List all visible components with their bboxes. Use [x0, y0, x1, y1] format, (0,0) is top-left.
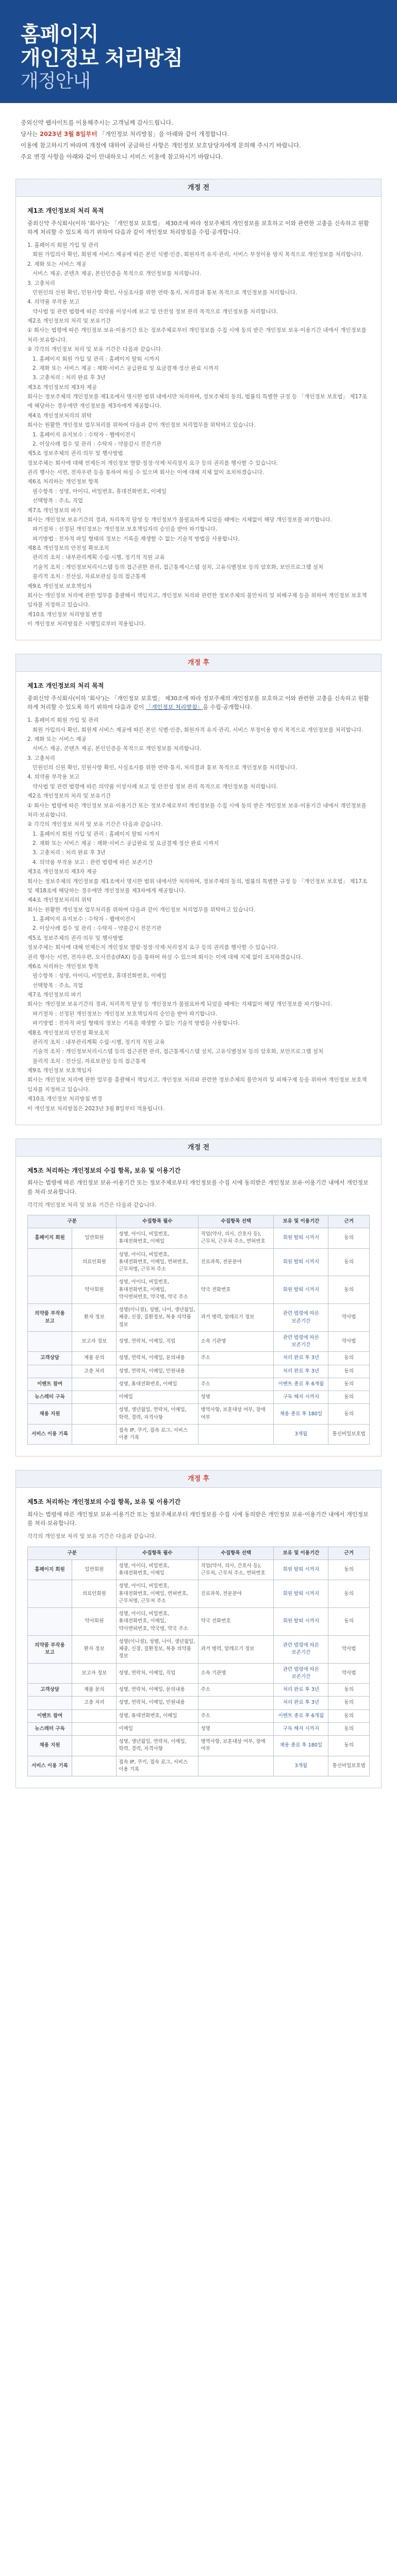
hero-banner [0, 0, 397, 103]
optional-items-cell: 과거 병력, 알레르기 정보 [198, 1635, 274, 1663]
article-paragraph [27, 694, 370, 711]
required-items-cell: 성명, 연락처, 이메일, 직업 [117, 1663, 198, 1684]
article-line: 필수항목 : 성명, 아이디, 비밀번호, 휴대전화번호, 이메일 [32, 488, 167, 495]
required-items-cell: 성명, 아이디, 비밀번호, 휴대전화번호, 이메일, 약사면허번호, 약국명, 약국 주소 [117, 1276, 198, 1304]
article-line: 파기방법 : 전자적 파일 형태의 정보는 기록을 재생할 수 없는 기술적 방법을 사용합니다. [32, 1020, 240, 1027]
table-row [28, 1365, 370, 1378]
table-row [28, 1709, 370, 1722]
article-line: 약사법 및 관련 법령에 따른 의약품 이상사례 보고 및 안전성 정보 관리 목적으로 개인정보를 처리합니다. [32, 308, 278, 315]
article-line: 제6조 처리하는 개인정보 항목 [27, 479, 99, 485]
required-items-cell: 성명, 연락처, 이메일, 문의내용 [117, 1352, 198, 1365]
article-line: 파기절차 : 선정된 개인정보는 개인정보 보호책임자의 승인을 받아 파기합니다. [32, 526, 218, 533]
article-line: 회원 가입의사 확인, 회원제 서비스 제공에 따른 본인 식별·인증, 회원자격 유지·관리, 서비스 부정이용 방지 목적으로 개인정보를 처리합니다. [32, 251, 363, 258]
row-group-cell: 고객상담 [28, 1684, 72, 1697]
effective-date-highlight: 2023년 3월 8일부터 [39, 130, 97, 138]
optional-items-cell: 진료과목, 전문분야 [198, 1248, 274, 1276]
retention-table [27, 1215, 370, 1445]
article-line: 회사는 원활한 개인정보 업무처리를 위하여 다음과 같이 개인정보 처리업무를 위탁하고 있습니다. [27, 422, 256, 429]
row-subgroup-cell: 고충 처리 [72, 1697, 117, 1709]
row-group-cell: 홈페이지 회원 [28, 1228, 72, 1249]
optional-items-cell: 성명 [198, 1722, 274, 1735]
article-line: 제2조 개인정보의 처리 및 보유기간 [27, 793, 111, 800]
row-subgroup-cell: 일반회원 [72, 1228, 117, 1249]
row-group-cell: 고객상담 [28, 1352, 72, 1365]
article-line: 회사는 개인정보 보유기간의 경과, 처리목적 달성 등 개인정보가 불필요하게 되었을 때에는 지체없이 해당 개인정보를 파기합니다. [27, 1001, 332, 1008]
table-header-row [28, 1547, 370, 1560]
row-group-cell: 뉴스레터 구독 [28, 1722, 72, 1735]
optional-items-cell: 약국 전화번호 [198, 1276, 274, 1304]
legal-basis-cell: 통신비밀보호법 [328, 1424, 370, 1445]
optional-items-cell: 약국 전화번호 [198, 1608, 274, 1636]
article-line: 1. 홈페이지 유지보수 : 수탁자 - 웹에이전시 [32, 916, 136, 922]
table-header-cell: 수집항목 선택 [198, 1547, 274, 1560]
row-group-cell: 의약품 부작용 보고 [28, 1304, 72, 1332]
article-line: 1. 홈페이지 회원 가입 및 관리 : 홈페이지 탈퇴 시까지 [32, 355, 160, 362]
required-items-cell: 성명, 아이디, 비밀번호, 휴대전화번호, 이메일, 약사면허번호, 약국명, 약국 주소 [117, 1608, 198, 1636]
policy-card-before [15, 179, 382, 640]
row-group-cell: 홈페이지 회원 [28, 1560, 72, 1580]
article-line: 물리적 조치 : 전산실, 자료보관실 등의 접근통제 [32, 573, 146, 580]
optional-items-cell: 병역사항, 보훈대상 여부, 장애 여부 [198, 1404, 274, 1425]
row-group-cell [28, 1608, 72, 1636]
retention-period-cell: 채용 종료 후 180일 [274, 1404, 328, 1425]
row-subgroup-cell: 제품 문의 [72, 1684, 117, 1697]
retention-table [27, 1547, 370, 1777]
intro-line: 주요 변경 사항을 아래와 같이 안내하오니 서비스 이용에 참고하시기 바랍니다. [21, 152, 223, 160]
retention-period-cell: 관련 법령에 따른 보존기간 [274, 1304, 328, 1332]
article-line: 제3조 개인정보의 제3자 제공 [27, 869, 97, 875]
intro-text-part: 당사는 [21, 130, 40, 138]
paragraph-text: 회사는 법령에 따른 개인정보 보유·이용기간 또는 정보주체로부터 개인정보를 수집 시에 동의받은 개인정보 보유·이용기간 내에서 개인정보를 처리·보유합니다. [27, 1511, 369, 1527]
article-line: 기술적 조치 : 개인정보처리시스템 등의 접근권한 관리, 접근통제시스템 설치, 고유식별정보 등의 암호화, 보안프로그램 설치 [32, 564, 324, 570]
row-group-cell: 채용 지원 [28, 1736, 72, 1756]
optional-items-cell [198, 1365, 274, 1378]
retention-period-cell: 처리 완료 후 3년 [274, 1352, 328, 1365]
optional-items-cell: 성명 [198, 1391, 274, 1404]
table-header-cell: 보유 및 이용기간 [274, 1547, 328, 1560]
optional-items-cell: 주소 [198, 1352, 274, 1365]
article-line: 민원인의 신원 확인, 민원사항 확인, 사실조사를 위한 연락·통지, 처리결과 통보 목적으로 개인정보를 처리합니다. [32, 765, 297, 771]
legal-basis-cell: 동의 [328, 1722, 370, 1735]
required-items-cell: 성명, 생년월일, 연락처, 이메일, 학력, 경력, 자격사항 [117, 1736, 198, 1756]
article-line: 민원인의 신원 확인, 민원사항 확인, 사실조사를 위한 연락·통지, 처리결과 통보 목적으로 개인정보를 처리합니다. [32, 289, 297, 296]
required-items-cell: 성명, 연락처, 이메일, 문의내용 [117, 1684, 198, 1697]
row-group-cell: 서비스 이용 기록 [28, 1424, 72, 1445]
article-line: ② 각각의 개인정보 처리 및 보유 기간은 다음과 같습니다. [27, 821, 163, 828]
retention-period-cell: 회원 탈퇴 시까지 [274, 1580, 328, 1608]
row-group-cell: 채용 지원 [28, 1404, 72, 1425]
article-line: 4. 의약품 부작용 보고 [27, 299, 80, 306]
table-row [28, 1331, 370, 1352]
row-group-cell: 의약품 부작용 보고 [28, 1635, 72, 1663]
row-subgroup-cell [72, 1424, 117, 1445]
article-line: 제6조 처리하는 개인정보 항목 [27, 963, 99, 970]
row-group-cell: 서비스 이용 기록 [28, 1756, 72, 1776]
table-row [28, 1378, 370, 1391]
required-items-cell: 이메일 [117, 1722, 198, 1735]
legal-basis-cell: 통신비밀보호법 [328, 1756, 370, 1776]
required-items-cell: 성명, 연락처, 이메일, 민원내용 [117, 1365, 198, 1378]
article-line: 제4조 개인정보처리의 위탁 [27, 412, 92, 419]
retention-period-cell: 회원 탈퇴 시까지 [274, 1560, 328, 1580]
legal-basis-cell: 동의 [328, 1352, 370, 1365]
article-line: 3. 고충처리 : 처리 완료 후 3년 [32, 850, 106, 856]
card-header [16, 179, 381, 197]
row-subgroup-cell: 일반회원 [72, 1560, 117, 1580]
article-line: 파기방법 : 전자적 파일 형태의 정보는 기록을 재생할 수 없는 기술적 방법을 사용합니다. [32, 535, 240, 542]
required-items-cell: 성명, 휴대전화번호, 이메일 [117, 1378, 198, 1391]
article-title: 제1조 개인정보의 처리 목적 [27, 207, 104, 215]
table-row [28, 1756, 370, 1776]
row-subgroup-cell: 고충 처리 [72, 1365, 117, 1378]
article-line: ① 회사는 법령에 따른 개인정보 보유·이용기간 또는 정보주체로부터 개인정보를 수집 시에 동의 받은 개인정보 보유·이용기간 내에서 개인정보를 처리·보유합니다. [27, 802, 367, 818]
card-header [16, 654, 381, 672]
optional-items-cell: 주소 [198, 1378, 274, 1391]
paragraph-text: 중외신약 주식회사(이하 '회사')는 「개인정보 보호법」 제30조에 따라 정보주체의 개인정보를 보호하고 이와 관련한 고충을 신속하고 원활하게 처리할 수 있도록 하기 위하여 다음과 같이 개인정보 처리방침을 수립·공개합니다. [27, 219, 369, 236]
retention-period-cell: 구독 해지 시까지 [274, 1391, 328, 1404]
table-row [28, 1560, 370, 1580]
article-title: 제1조 개인정보의 처리 목적 [27, 682, 104, 690]
article-title: 제5조 처리하는 개인정보의 수집 항목, 보유 및 이용기간 [27, 1166, 181, 1174]
table-row [28, 1722, 370, 1735]
article-line: 2. 이상사례 접수 및 관리 : 수탁자 - 약물감시 전문기관 [32, 440, 162, 447]
row-group-cell: 이벤트 참여 [28, 1378, 72, 1391]
card-header-label: 개정 전 [187, 184, 210, 192]
legal-basis-cell: 동의 [328, 1608, 370, 1636]
row-subgroup-cell [72, 1391, 117, 1404]
article-line: 필수항목 : 성명, 아이디, 비밀번호, 휴대전화번호, 이메일 [32, 973, 167, 979]
row-subgroup-cell: 의료인회원 [72, 1580, 117, 1608]
hero-title-2: 개인정보 처리방침 [21, 46, 183, 70]
optional-items-cell: 직업(약사, 의사, 간호사 등), 근무처, 근무처 주소, 면허번호 [198, 1560, 274, 1580]
retention-period-cell: 처리 완료 후 3년 [274, 1684, 328, 1697]
article-line: 2. 재화 또는 서비스 제공 [27, 261, 87, 267]
card-header [16, 1470, 381, 1488]
article-line: 회사는 원활한 개인정보 업무처리를 위하여 다음과 같이 개인정보 처리업무를 위탁하고 있습니다. [27, 906, 256, 913]
optional-items-cell: 소속 기관명 [198, 1331, 274, 1352]
intro-text-part: 「개인정보 처리방침」을 아래와 같이 개정합니다. [97, 130, 229, 138]
table-header-cell: 근거 [328, 1547, 370, 1560]
paragraph-text: 회사는 법령에 따른 개인정보 보유·이용기간 또는 정보주체로부터 개인정보를 수집 시에 동의받은 개인정보 보유·이용기간 내에서 개인정보를 처리·보유합니다. [27, 1179, 369, 1195]
required-items-cell: 성명(이니셜), 성별, 나이, 생년월일, 체중, 신장, 질환정보, 복용 의약품 정보 [117, 1635, 198, 1663]
row-subgroup-cell: 보고자 정보 [72, 1663, 117, 1684]
row-subgroup-cell [72, 1404, 117, 1425]
article-line: 회사는 개인정보 처리에 관한 업무를 총괄해서 책임지고, 개인정보 처리와 관련한 정보주체의 불만처리 및 피해구제 등을 위하여 개인정보 보호책임자를 지정하고 있습니다. [27, 592, 367, 608]
article-line: 제8조 개인정보의 안전성 확보조치 [27, 1029, 109, 1036]
required-items-cell: 접속 IP, 쿠키, 접속 로그, 서비스 이용 기록 [117, 1756, 198, 1776]
row-group-cell [28, 1248, 72, 1276]
retention-period-cell: 처리 완료 후 3년 [274, 1697, 328, 1709]
article-paragraph [27, 1178, 370, 1196]
optional-items-cell: 과거 병력, 알레르기 정보 [198, 1304, 274, 1332]
legal-basis-cell: 동의 [328, 1391, 370, 1404]
row-subgroup-cell [72, 1709, 117, 1722]
table-header-cell: 수집항목 선택 [198, 1215, 274, 1228]
required-items-cell: 성명, 연락처, 이메일, 민원내용 [117, 1697, 198, 1709]
table-row [28, 1391, 370, 1404]
table-row [28, 1663, 370, 1684]
table-row [28, 1736, 370, 1756]
required-items-cell: 접속 IP, 쿠키, 접속 로그, 서비스 이용 기록 [117, 1424, 198, 1445]
card-body [16, 197, 381, 640]
article-title: 제5조 처리하는 개인정보의 수집 항목, 보유 및 이용기간 [27, 1498, 181, 1506]
policy-card-before2 [15, 1139, 382, 1457]
table-row [28, 1304, 370, 1332]
policy-card-after [15, 654, 382, 1125]
card-body [16, 1488, 381, 1788]
retention-period-cell: 이벤트 종료 후 6개월 [274, 1378, 328, 1391]
hero-subtitle: 개정안내 [21, 71, 91, 92]
article-line: 1. 홈페이지 회원 가입 및 관리 [27, 717, 99, 724]
article-line: 제9조 개인정보 보호책임자 [27, 583, 92, 589]
required-items-cell: 성명, 휴대전화번호, 이메일 [117, 1709, 198, 1722]
legal-basis-cell: 동의 [328, 1228, 370, 1249]
optional-items-cell: 소속 기관명 [198, 1663, 274, 1684]
table-header-cell: 수집항목 필수 [117, 1547, 198, 1560]
article-line: 각각의 개인정보 처리 및 보유 기간은 다음과 같습니다. [27, 1201, 156, 1208]
required-items-cell: 성명, 생년월일, 연락처, 이메일, 학력, 경력, 자격사항 [117, 1404, 198, 1425]
article-line: 2. 재화 또는 서비스 제공 : 재화·서비스 공급완료 및 요금결제·정산 완료 시까지 [32, 365, 219, 371]
legal-basis-cell: 동의 [328, 1404, 370, 1425]
row-group-cell [28, 1663, 72, 1684]
table-row [28, 1684, 370, 1697]
article-line: 1. 홈페이지 유지보수 : 수탁자 - 웹에이전시 [32, 431, 136, 438]
article-line: 서비스 제공, 콘텐츠 제공, 본인인증을 목적으로 개인정보를 처리합니다. [32, 745, 202, 752]
retention-period-cell: 구독 해지 시까지 [274, 1722, 328, 1735]
article-line: 각각의 개인정보 처리 및 보유 기간은 다음과 같습니다. [27, 1533, 156, 1540]
article-lines [27, 716, 370, 1113]
article-line: ② 각각의 개인정보 처리 및 보유 기간은 다음과 같습니다. [27, 346, 163, 353]
required-items-cell: 성명, 아이디, 비밀번호, 휴대전화번호, 이메일 [117, 1228, 198, 1249]
optional-items-cell [198, 1697, 274, 1709]
required-items-cell: 성명, 아이디, 비밀번호, 휴대전화번호, 이메일, 면허번호, 근무처명, 근무처 주소 [117, 1248, 198, 1276]
table-row [28, 1424, 370, 1445]
row-group-cell [28, 1365, 72, 1378]
paragraph-text: 중외신약 주식회사(이하 '회사')는 「개인정보 보호법」 제30조에 따라 정보주체의 개인정보를 보호하고 이와 관련한 고충을 신속하고 원활하게 처리할 수 있도록 하기 위하여 다음과 같이 [27, 695, 369, 711]
article-line: 4. 의약품 부작용 보고 : 관련 법령에 따른 보존기간 [32, 859, 153, 866]
legal-basis-cell: 동의 [328, 1697, 370, 1709]
article-line: 물리적 조치 : 전산실, 자료보관실 등의 접근통제 [32, 1058, 146, 1064]
table-row [28, 1697, 370, 1709]
article-line: 정보주체는 회사에 대해 언제든지 개인정보 열람·정정·삭제·처리정지 요구 등의 권리를 행사할 수 있습니다. [27, 944, 278, 951]
legal-basis-cell: 동의 [328, 1365, 370, 1378]
article-line: 제8조 개인정보의 안전성 확보조치 [27, 545, 109, 552]
row-subgroup-cell: 의료인회원 [72, 1248, 117, 1276]
table-row [28, 1228, 370, 1249]
required-items-cell: 성명(이니셜), 성별, 나이, 생년월일, 체중, 신장, 질환정보, 복용 의약품 정보 [117, 1304, 198, 1332]
row-group-cell [28, 1331, 72, 1352]
required-items-cell: 성명, 아이디, 비밀번호, 휴대전화번호, 이메일, 면허번호, 근무처명, 근무처 주소 [117, 1580, 198, 1608]
article-line: 관리적 조치 : 내부관리계획 수립·시행, 정기적 직원 교육 [32, 554, 165, 561]
optional-items-cell: 주소 [198, 1684, 274, 1697]
required-items-cell: 성명, 아이디, 비밀번호, 휴대전화번호, 이메일 [117, 1560, 198, 1580]
article-line: 3. 고충처리 : 처리 완료 후 3년 [32, 375, 106, 381]
legal-basis-cell: 약사법 [328, 1331, 370, 1352]
article-paragraph [27, 1510, 370, 1528]
article-line: 2. 이상사례 접수 및 관리 : 수탁자 - 약물감시 전문기관 [32, 925, 162, 932]
article-line: 관리적 조치 : 내부관리계획 수립·시행, 정기적 직원 교육 [32, 1039, 165, 1045]
comparison-sections [0, 179, 397, 1788]
row-subgroup-cell: 약사회원 [72, 1276, 117, 1304]
article-line: 제5조 정보주체의 권리·의무 및 행사방법 [27, 450, 123, 457]
article-line: 1. 홈페이지 회원 가입 및 관리 [27, 242, 99, 249]
article-line: 기술적 조치 : 개인정보처리시스템 등의 접근권한 관리, 접근통제시스템 설치, 고유식별정보 등의 암호화, 보안프로그램 설치 [32, 1048, 324, 1055]
table-row [28, 1352, 370, 1365]
intro-line [21, 129, 376, 140]
row-group-cell [28, 1697, 72, 1709]
legal-basis-cell: 약사법 [328, 1663, 370, 1684]
table-row [28, 1580, 370, 1608]
row-subgroup-cell [72, 1756, 117, 1776]
retention-period-cell: 관련 법령에 따른 보존기간 [274, 1331, 328, 1352]
optional-items-cell: 주소 [198, 1709, 274, 1722]
legal-basis-cell: 약사법 [328, 1635, 370, 1663]
row-group-cell: 이벤트 참여 [28, 1709, 72, 1722]
required-items-cell: 성명, 연락처, 이메일, 직업 [117, 1331, 198, 1352]
retention-period-cell: 이벤트 종료 후 6개월 [274, 1709, 328, 1722]
intro-line: 이용에 참고하시기 바라며 개정에 대하여 궁금하신 사항은 개인정보 보호담당자에게 문의해 주시기 바랍니다. [21, 141, 301, 149]
optional-items-cell: 진료과목, 전문분야 [198, 1580, 274, 1608]
legal-basis-cell: 동의 [328, 1560, 370, 1580]
article-line: 1. 홈페이지 회원 가입 및 관리 : 홈페이지 탈퇴 시까지 [32, 831, 160, 837]
article-line: 정보주체는 회사에 대해 언제든지 개인정보 열람·정정·삭제·처리정지 요구 등의 권리를 행사할 수 있습니다. [27, 460, 278, 466]
article-line: 제2조 개인정보의 처리 및 보유기간 [27, 318, 111, 325]
row-subgroup-cell [72, 1722, 117, 1735]
row-subgroup-cell: 보고자 정보 [72, 1331, 117, 1352]
table-row [28, 1248, 370, 1276]
article-line: 권리 행사는 서면, 전자우편 등을 통하여 하실 수 있으며 회사는 이에 대해 지체 없이 조치하겠습니다. [27, 469, 264, 476]
optional-items-cell [198, 1756, 274, 1776]
card-header-label: 개정 후 [187, 659, 210, 667]
retention-period-cell: 3개월 [274, 1756, 328, 1776]
article-line: 3. 고충처리 [27, 755, 55, 761]
article-lines [27, 1200, 370, 1210]
legal-basis-cell: 동의 [328, 1248, 370, 1276]
row-subgroup-cell: 제품 문의 [72, 1352, 117, 1365]
optional-items-cell: 병역사항, 보훈대상 여부, 장애 여부 [198, 1736, 274, 1756]
retention-period-cell: 채용 종료 후 180일 [274, 1736, 328, 1756]
table-header-cell: 보유 및 이용기간 [274, 1215, 328, 1228]
article-line: 회사는 정보주체의 개인정보를 제1조에서 명시한 범위 내에서만 처리하며, 정보주체의 동의, 법률의 특별한 규정 등 「개인정보 보호법」 제17조 및 제18조에 해당하는 경우에만 개인정보를 제3자에게 제공합니다. [27, 878, 367, 894]
legal-basis-cell: 동의 [328, 1378, 370, 1391]
article-line: 회원 가입의사 확인, 회원제 서비스 제공에 따른 본인 식별·인증, 회원자격 유지·관리, 서비스 부정이용 방지 목적으로 개인정보를 처리합니다. [32, 726, 363, 733]
intro-text [0, 103, 397, 172]
article-line: 선택항목 : 주소, 직업 [32, 982, 84, 989]
article-line: 제7조 개인정보의 파기 [27, 507, 81, 514]
article-line: 4. 의약품 부작용 보고 [27, 774, 80, 781]
article-paragraph [27, 219, 370, 236]
card-body [16, 672, 381, 1124]
retention-period-cell: 관련 법령에 따른 보존기간 [274, 1635, 328, 1663]
row-subgroup-cell [72, 1378, 117, 1391]
article-line: 약사법 및 관련 법령에 따른 의약품 이상사례 보고 및 안전성 정보 관리 목적으로 개인정보를 처리합니다. [32, 783, 278, 790]
paragraph-text: 을 수립·공개합니다. [203, 704, 252, 711]
retention-period-cell: 회원 탈퇴 시까지 [274, 1248, 328, 1276]
row-group-cell [28, 1580, 72, 1608]
card-header-label: 개정 후 [187, 1475, 210, 1483]
table-row [28, 1276, 370, 1304]
retention-period-cell: 3개월 [274, 1424, 328, 1445]
article-line: 제4조 개인정보처리의 위탁 [27, 897, 92, 904]
article-line: 이 개인정보 처리방침은 2023년 3월 8일부터 적용됩니다. [27, 1105, 165, 1112]
article-line: 권리 행사는 서면, 전자우편, 모사전송(FAX) 등을 통하여 하실 수 있으며 회사는 이에 대해 지체 없이 조치하겠습니다. [27, 954, 303, 960]
legal-basis-cell: 동의 [328, 1736, 370, 1756]
card-body [16, 1157, 381, 1456]
article-line: 2. 재화 또는 서비스 제공 [27, 736, 87, 742]
article-line: 3. 고충처리 [27, 280, 55, 286]
retention-period-cell: 회원 탈퇴 시까지 [274, 1228, 328, 1249]
retention-period-cell: 회원 탈퇴 시까지 [274, 1608, 328, 1636]
article-line: 파기절차 : 선정된 개인정보는 개인정보 보호책임자의 승인을 받아 파기합니다. [32, 1010, 218, 1017]
card-header [16, 1139, 381, 1157]
article-line: 제5조 정보주체의 권리·의무 및 행사방법 [27, 935, 123, 941]
row-group-cell [28, 1276, 72, 1304]
legal-basis-cell: 동의 [328, 1709, 370, 1722]
retention-period-cell: 처리 완료 후 3년 [274, 1365, 328, 1378]
table-header-cell: 근거 [328, 1215, 370, 1228]
policy-card-after2 [15, 1470, 382, 1788]
article-lines [27, 241, 370, 629]
row-subgroup-cell: 환자 정보 [72, 1635, 117, 1663]
required-items-cell: 이메일 [117, 1391, 198, 1404]
row-subgroup-cell: 환자 정보 [72, 1304, 117, 1332]
legal-basis-cell: 동의 [328, 1580, 370, 1608]
article-line: ① 회사는 법령에 따른 개인정보 보유·이용기간 또는 정보주체로부터 개인정보를 수집 시에 동의 받은 개인정보 보유·이용기간 내에서 개인정보를 처리·보유합니다. [27, 327, 367, 343]
legal-basis-cell: 동의 [328, 1276, 370, 1304]
row-subgroup-cell: 약사회원 [72, 1608, 117, 1636]
article-line: 제3조 개인정보의 제3자 제공 [27, 384, 97, 391]
article-line: 제10조 개인정보 처리방침 변경 [27, 611, 103, 618]
article-line: 선택항목 : 주소, 직업 [32, 498, 84, 504]
article-line: 제10조 개인정보 처리방침 변경 [27, 1096, 103, 1103]
intro-line: 중외신약 웹사이트를 이용해주시는 고객님께 감사드립니다. [21, 119, 173, 126]
hero-title: 홈페이지 [21, 23, 98, 46]
paragraph-underline: 「개인정보 처리방침」 [145, 704, 203, 711]
table-header-cell: 구분 [28, 1215, 117, 1228]
row-group-cell: 뉴스레터 구독 [28, 1391, 72, 1404]
table-row [28, 1635, 370, 1663]
article-line: 회사는 개인정보 처리에 관한 업무를 총괄해서 책임지고, 개인정보 처리와 관련한 정보주체의 불만처리 및 피해구제 등을 위하여 개인정보 보호책임자를 지정하고 있습니다. [27, 1077, 367, 1093]
article-lines [27, 1532, 370, 1541]
legal-basis-cell: 동의 [328, 1684, 370, 1697]
article-line: 회사는 개인정보 보유기간의 경과, 처리목적 달성 등 개인정보가 불필요하게 되었을 때에는 지체없이 해당 개인정보를 파기합니다. [27, 516, 332, 523]
table-header-row [28, 1215, 370, 1228]
article-line: 제9조 개인정보 보호책임자 [27, 1067, 92, 1074]
retention-period-cell: 관련 법령에 따른 보존기간 [274, 1663, 328, 1684]
table-row [28, 1404, 370, 1425]
legal-basis-cell: 약사법 [328, 1304, 370, 1332]
card-header-label: 개정 전 [187, 1143, 210, 1151]
article-line: 서비스 제공, 콘텐츠 제공, 본인인증을 목적으로 개인정보를 처리합니다. [32, 270, 202, 277]
article-line: 제7조 개인정보의 파기 [27, 992, 81, 998]
table-header-cell: 수집항목 필수 [117, 1215, 198, 1228]
table-row [28, 1608, 370, 1636]
article-line: 회사는 정보주체의 개인정보를 제1조에서 명시한 범위 내에서만 처리하며, 정보주체의 동의, 법률의 특별한 규정 등 「개인정보 보호법」 제17조에 해당하는 경우에만 개인정보를 제3자에게 제공합니다. [27, 394, 367, 410]
row-subgroup-cell [72, 1736, 117, 1756]
article-line: 이 개인정보 처리방침은 시행일로부터 적용됩니다. [27, 621, 146, 628]
article-line: 2. 재화 또는 서비스 제공 : 재화·서비스 공급완료 및 요금결제·정산 완료 시까지 [32, 840, 219, 846]
retention-period-cell: 회원 탈퇴 시까지 [274, 1276, 328, 1304]
optional-items-cell: 직업(약사, 의사, 간호사 등), 근무처, 근무처 주소, 면허번호 [198, 1228, 274, 1249]
table-header-cell: 구분 [28, 1547, 117, 1560]
optional-items-cell [198, 1424, 274, 1445]
